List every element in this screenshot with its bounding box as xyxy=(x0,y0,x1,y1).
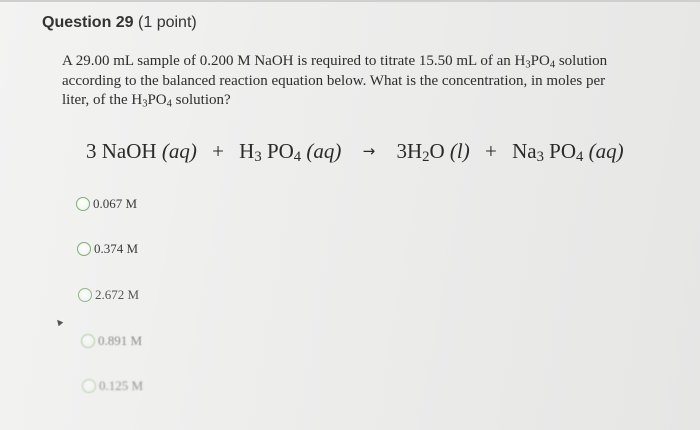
subscript: 3 xyxy=(142,98,148,110)
answer-option-1[interactable] xyxy=(76,196,137,212)
answer-option-3[interactable] xyxy=(78,287,139,303)
reaction-arrow-icon: → xyxy=(362,142,376,160)
question-text-part: liter, of the H xyxy=(62,92,143,108)
subscript: 3 xyxy=(254,149,262,166)
answer-option-label[interactable]: 0.067 M xyxy=(93,196,138,211)
formula-part: 3H xyxy=(396,139,423,163)
question-number: Question 29 xyxy=(42,14,134,31)
answer-option-5[interactable] xyxy=(82,378,143,394)
subscript: 4 xyxy=(549,59,556,71)
subscript: 4 xyxy=(576,149,584,166)
formula-part: H xyxy=(239,139,255,163)
product-na3po4 xyxy=(512,139,584,166)
state-label: (aq) xyxy=(306,139,342,163)
answer-option-label[interactable]: 2.672 M xyxy=(95,287,140,302)
question-text-part: solution? xyxy=(171,92,231,108)
formula-part: PO xyxy=(543,139,577,163)
radio-button[interactable] xyxy=(82,379,96,393)
question-heading xyxy=(42,14,197,32)
question-text-part: solution xyxy=(555,53,608,69)
answer-option-2[interactable] xyxy=(77,241,138,257)
radio-button[interactable] xyxy=(78,288,92,302)
formula-part: O xyxy=(429,139,445,163)
answer-option-label[interactable]: 0.891 M xyxy=(98,333,143,348)
question-text xyxy=(62,52,687,111)
reactant-h3po4 xyxy=(239,139,302,166)
question-text-part: A 29.00 mL sample of 0.200 M NaOH is required to titrate 15.50 mL of an H xyxy=(62,53,526,69)
state-label: (aq) xyxy=(161,139,197,163)
subscript: 4 xyxy=(166,98,172,110)
question-line-2: according to the balanced reaction equation below. What is the concentration, in moles per xyxy=(62,72,606,89)
subscript: 3 xyxy=(536,149,544,166)
answer-option-label[interactable]: 0.125 M xyxy=(99,378,144,393)
radio-button[interactable] xyxy=(81,334,95,348)
formula-part: Na xyxy=(512,139,537,163)
mouse-cursor-icon xyxy=(55,318,63,326)
balanced-equation xyxy=(86,139,624,164)
question-text-part: PO xyxy=(147,92,167,108)
state-label: (l) xyxy=(449,139,470,163)
question-line-3 xyxy=(62,91,687,111)
question-points: (1 point) xyxy=(138,14,197,31)
state-label: (aq) xyxy=(588,139,624,163)
radio-button[interactable] xyxy=(76,197,90,211)
question-text-part: PO xyxy=(530,53,550,69)
subscript: 2 xyxy=(422,149,430,166)
plus-sign: + xyxy=(484,139,497,163)
answer-option-label[interactable]: 0.374 M xyxy=(94,241,139,256)
subscript: 3 xyxy=(525,59,531,71)
question-line-1 xyxy=(62,52,687,72)
reactant-naoh: 3 NaOH xyxy=(86,139,157,163)
formula-part: PO xyxy=(261,139,294,163)
radio-button[interactable] xyxy=(77,242,91,256)
subscript: 4 xyxy=(293,149,302,166)
plus-sign: + xyxy=(212,139,224,163)
top-divider xyxy=(0,0,700,2)
product-water xyxy=(396,139,445,166)
answer-option-4[interactable] xyxy=(81,333,142,349)
